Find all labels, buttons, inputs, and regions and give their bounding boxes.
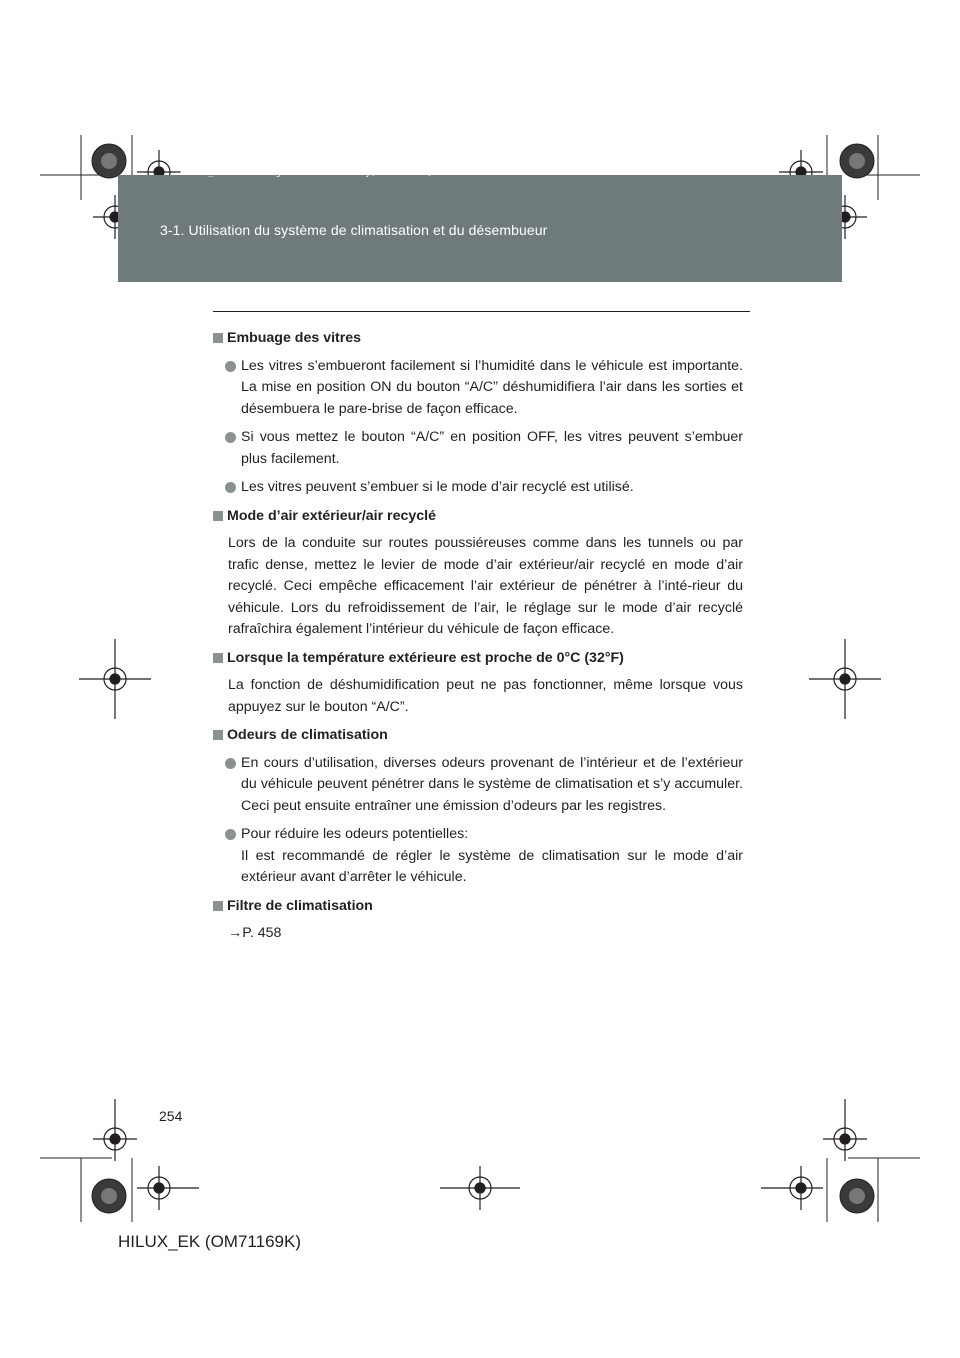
list-item: En cours d’utilisation, diverses odeurs provenant de l’intérieur et de l’extérieur du véhicule peuvent pénétrer dans le système de climatisation et s’y accumuler. Ceci peut ensuite entraîner une émission d’odeurs par les registres. xyxy=(213,753,743,818)
heading-temperature: Lorsque la température extérieure est proche de 0°C (32°F) xyxy=(213,648,743,670)
list-item: Si vous mettez le bouton “A/C” en position OFF, les vitres peuvent s’embuer plus facilement. xyxy=(213,427,743,470)
section-title: 3-1. Utilisation du système de climatisation et du désembueur xyxy=(160,222,548,238)
round-bullet-icon xyxy=(225,432,236,443)
square-bullet-icon xyxy=(213,901,223,911)
square-bullet-icon xyxy=(213,511,223,521)
list-item: Les vitres peuvent s’embuer si le mode d’air recyclé est utilisé. xyxy=(213,477,743,499)
paragraph: La fonction de déshumidification peut ne pas fonctionner, même lorsque vous appuyez sur le bouton “A/C”. xyxy=(228,677,743,715)
round-bullet-icon xyxy=(225,829,236,840)
footer-code: HILUX_EK (OM71169K) xyxy=(118,1232,301,1251)
heading-embuage: Embuage des vitres xyxy=(213,328,743,350)
section-rule xyxy=(213,311,750,312)
square-bullet-icon xyxy=(213,333,223,343)
square-bullet-icon xyxy=(213,730,223,740)
round-bullet-icon xyxy=(225,361,236,372)
square-bullet-icon xyxy=(213,653,223,663)
round-bullet-icon xyxy=(225,758,236,769)
round-bullet-icon xyxy=(225,482,236,493)
heading-filtre: Filtre de climatisation xyxy=(213,896,743,918)
heading-mode-air: Mode d’air extérieur/air recyclé xyxy=(213,506,743,528)
page-reference-link[interactable]: →P. 458 xyxy=(228,925,282,941)
list-item: Pour réduire les odeurs potentielles: Il est recommandé de régler le système de climatisation sur le mode d’air extérieur avant d’arrêter le véhicule. xyxy=(213,824,743,889)
heading-odeurs: Odeurs de climatisation xyxy=(213,725,743,747)
book-stamp: HILUX_EK.book Page 254 Wednesday, March 23, 2011 3:03 PM xyxy=(180,168,512,178)
page-content xyxy=(213,328,743,951)
page-number: 254 xyxy=(159,1108,183,1124)
list-item: Les vitres s’embueront facilement si l’humidité dans le véhicule est importante. La mise en position ON du bouton “A/C” déshumidifiera l’air dans les sorties et désembuera le pare-brise de façon efficace. xyxy=(213,356,743,421)
paragraph: Lors de la conduite sur routes poussiéreuses comme dans les tunnels ou par trafic dense, mettez le levier de mode d’air extérieur/air recyclé en mode d’air recyclé. Ceci empêche efficacement l’air extérieur de pénétrer à l’inté-rieur du véhicule. Lors du refroidissement de l’air, le réglage sur le mode d’air recyclé rafraîchira également l’intérieur du véhicule de façon efficace. xyxy=(228,535,743,637)
